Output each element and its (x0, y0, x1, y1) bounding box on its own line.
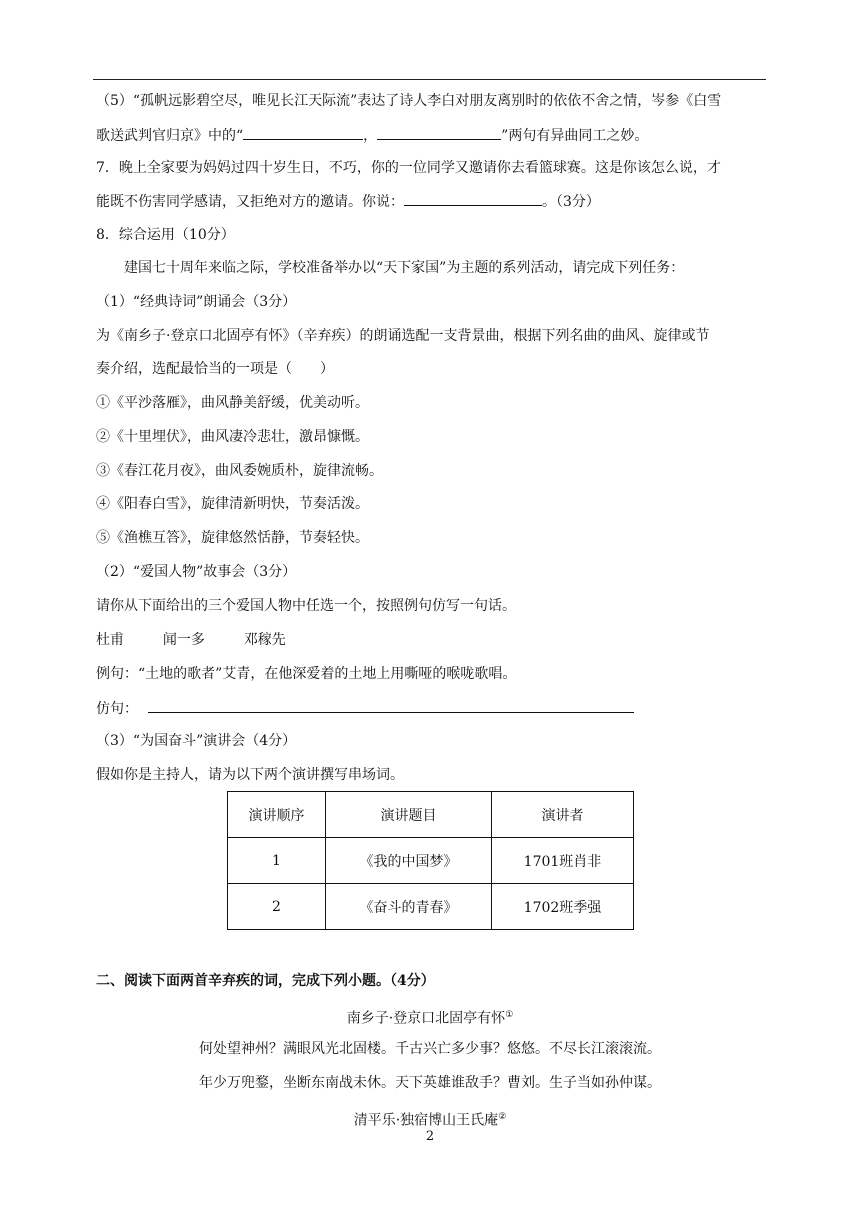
poem1-title-line (0, 1005, 860, 1029)
persons-list (96, 630, 286, 650)
q6-5-line2-pre: 歌送武判官归京》中的“ (96, 128, 244, 144)
option-1: ①《平沙落雁》，曲风静美舒缓，优美动听。 (96, 395, 369, 411)
q6-5-line2 (96, 125, 648, 146)
imitation-answer-blank[interactable] (148, 698, 634, 713)
q6-5-line2-post: ”两句有异曲同工之妙。 (501, 128, 649, 144)
example-sentence: 例句：“土地的歌者”艾青，在他深爱着的土地上用嘶哑的喉咙歌唱。 (96, 666, 517, 682)
poem1-line1: 何处望神州？满眼风光北固楼。千古兴亡多少事？悠悠。不尽长江滚滚流。 (199, 1041, 661, 1057)
section2-heading: 二、阅读下面两首辛弃疾的词，完成下列小题。（4分） (96, 973, 435, 989)
imitation-line (96, 698, 634, 719)
poem2-title: 清平乐·独宿博山王氏庵 (353, 1112, 499, 1129)
answer-blank-1[interactable] (243, 125, 363, 140)
q6-5-line2-mid: ， (363, 128, 378, 144)
poem1-footnote-mark: ① (505, 1010, 514, 1020)
header-rule (93, 79, 766, 80)
q8-part3-title: （3）“为国奋斗”演讲会（4分） (96, 733, 297, 749)
poem2-footnote-mark: ② (498, 1112, 507, 1122)
table-cell: 《我的中国梦》 (326, 838, 492, 884)
table-row (228, 838, 634, 884)
table-header-row (228, 792, 634, 838)
table-cell: 《奋斗的青春》 (326, 884, 492, 930)
q7-line2-post: 。（3分） (542, 194, 600, 210)
q7-line1: 7．晚上全家要为妈妈过四十岁生日，不巧，你的一位同学又邀请你去看篮球赛。这是你该怎么说，才 (96, 160, 721, 176)
person-dufu: 杜甫 (96, 632, 124, 648)
option-4: ④《阳春白雪》，旋律清新明快，节奏活泼。 (96, 496, 369, 512)
option-2: ②《十里埋伏》，曲风凄冷悲壮，激昂慷慨。 (96, 429, 369, 445)
q8-part1-line1: 为《南乡子·登京口北固亭有怀》（辛弃疾）的朗诵选配一支背景曲，根据下列名曲的曲风、旋律或节 (96, 328, 710, 344)
imitation-label: 仿句： (96, 701, 138, 717)
page-number: 2 (425, 1129, 435, 1144)
table-header-cell: 演讲题目 (326, 792, 492, 838)
q7-line2-pre: 能既不伤害同学感请，又拒绝对方的邀请。你说： (96, 194, 404, 210)
poem1-line2: 年少万兜鍪，坐断东南战未休。天下英雄谁敌手？曹刘。生子当如孙仲谋。 (199, 1075, 661, 1091)
q7-line2 (96, 191, 600, 212)
table-cell: 1701班肖非 (492, 838, 634, 884)
table-header-cell: 演讲者 (492, 792, 634, 838)
q6-5-line1: （5）“孤帆远影碧空尽，唯见长江天际流”表达了诗人李白对朋友离别时的依依不舍之情，岑参《白雪 (96, 93, 722, 109)
option-5: ⑤《渔樵互答》，旋律悠然恬静，节奏轻快。 (96, 530, 369, 546)
answer-blank-3[interactable] (404, 191, 542, 206)
option-3: ③《春江花月夜》，曲风委婉质朴，旋律流畅。 (96, 463, 383, 479)
answer-blank-2[interactable] (377, 125, 501, 140)
table-row (228, 884, 634, 930)
q8-part2-title: （2）“爱国人物”故事会（3分） (96, 564, 297, 580)
q8-part2-instruction: 请你从下面给出的三个爱国人物中任选一个，按照例句仿写一句话。 (96, 598, 516, 614)
table-cell: 1702班季强 (492, 884, 634, 930)
q8-part1-title: （1）“经典诗词”朗诵会（3分） (96, 294, 297, 310)
q8-part1-line2: 奏介绍，选配最恰当的一项是（ ） (96, 361, 334, 377)
person-dengjiaxian: 邓稼先 (243, 632, 286, 648)
table-header-cell: 演讲顺序 (228, 792, 326, 838)
poem1-title: 南乡子·登京口北固亭有怀 (346, 1010, 506, 1027)
poem2-title-line (0, 1107, 860, 1131)
table-cell: 1 (228, 838, 326, 884)
q8-part3-instruction: 假如你是主持人，请为以下两个演讲撰写串场词。 (96, 767, 404, 783)
person-wenyiduo: 闻一多 (162, 632, 205, 648)
table-cell: 2 (228, 884, 326, 930)
q8-title: 8．综合运用（10分） (96, 227, 235, 243)
speech-table (227, 791, 634, 930)
q8-intro: 建国七十周年来临之际，学校准备举办以“天下家国”为主题的系列活动，请完成下列任务： (124, 260, 685, 276)
